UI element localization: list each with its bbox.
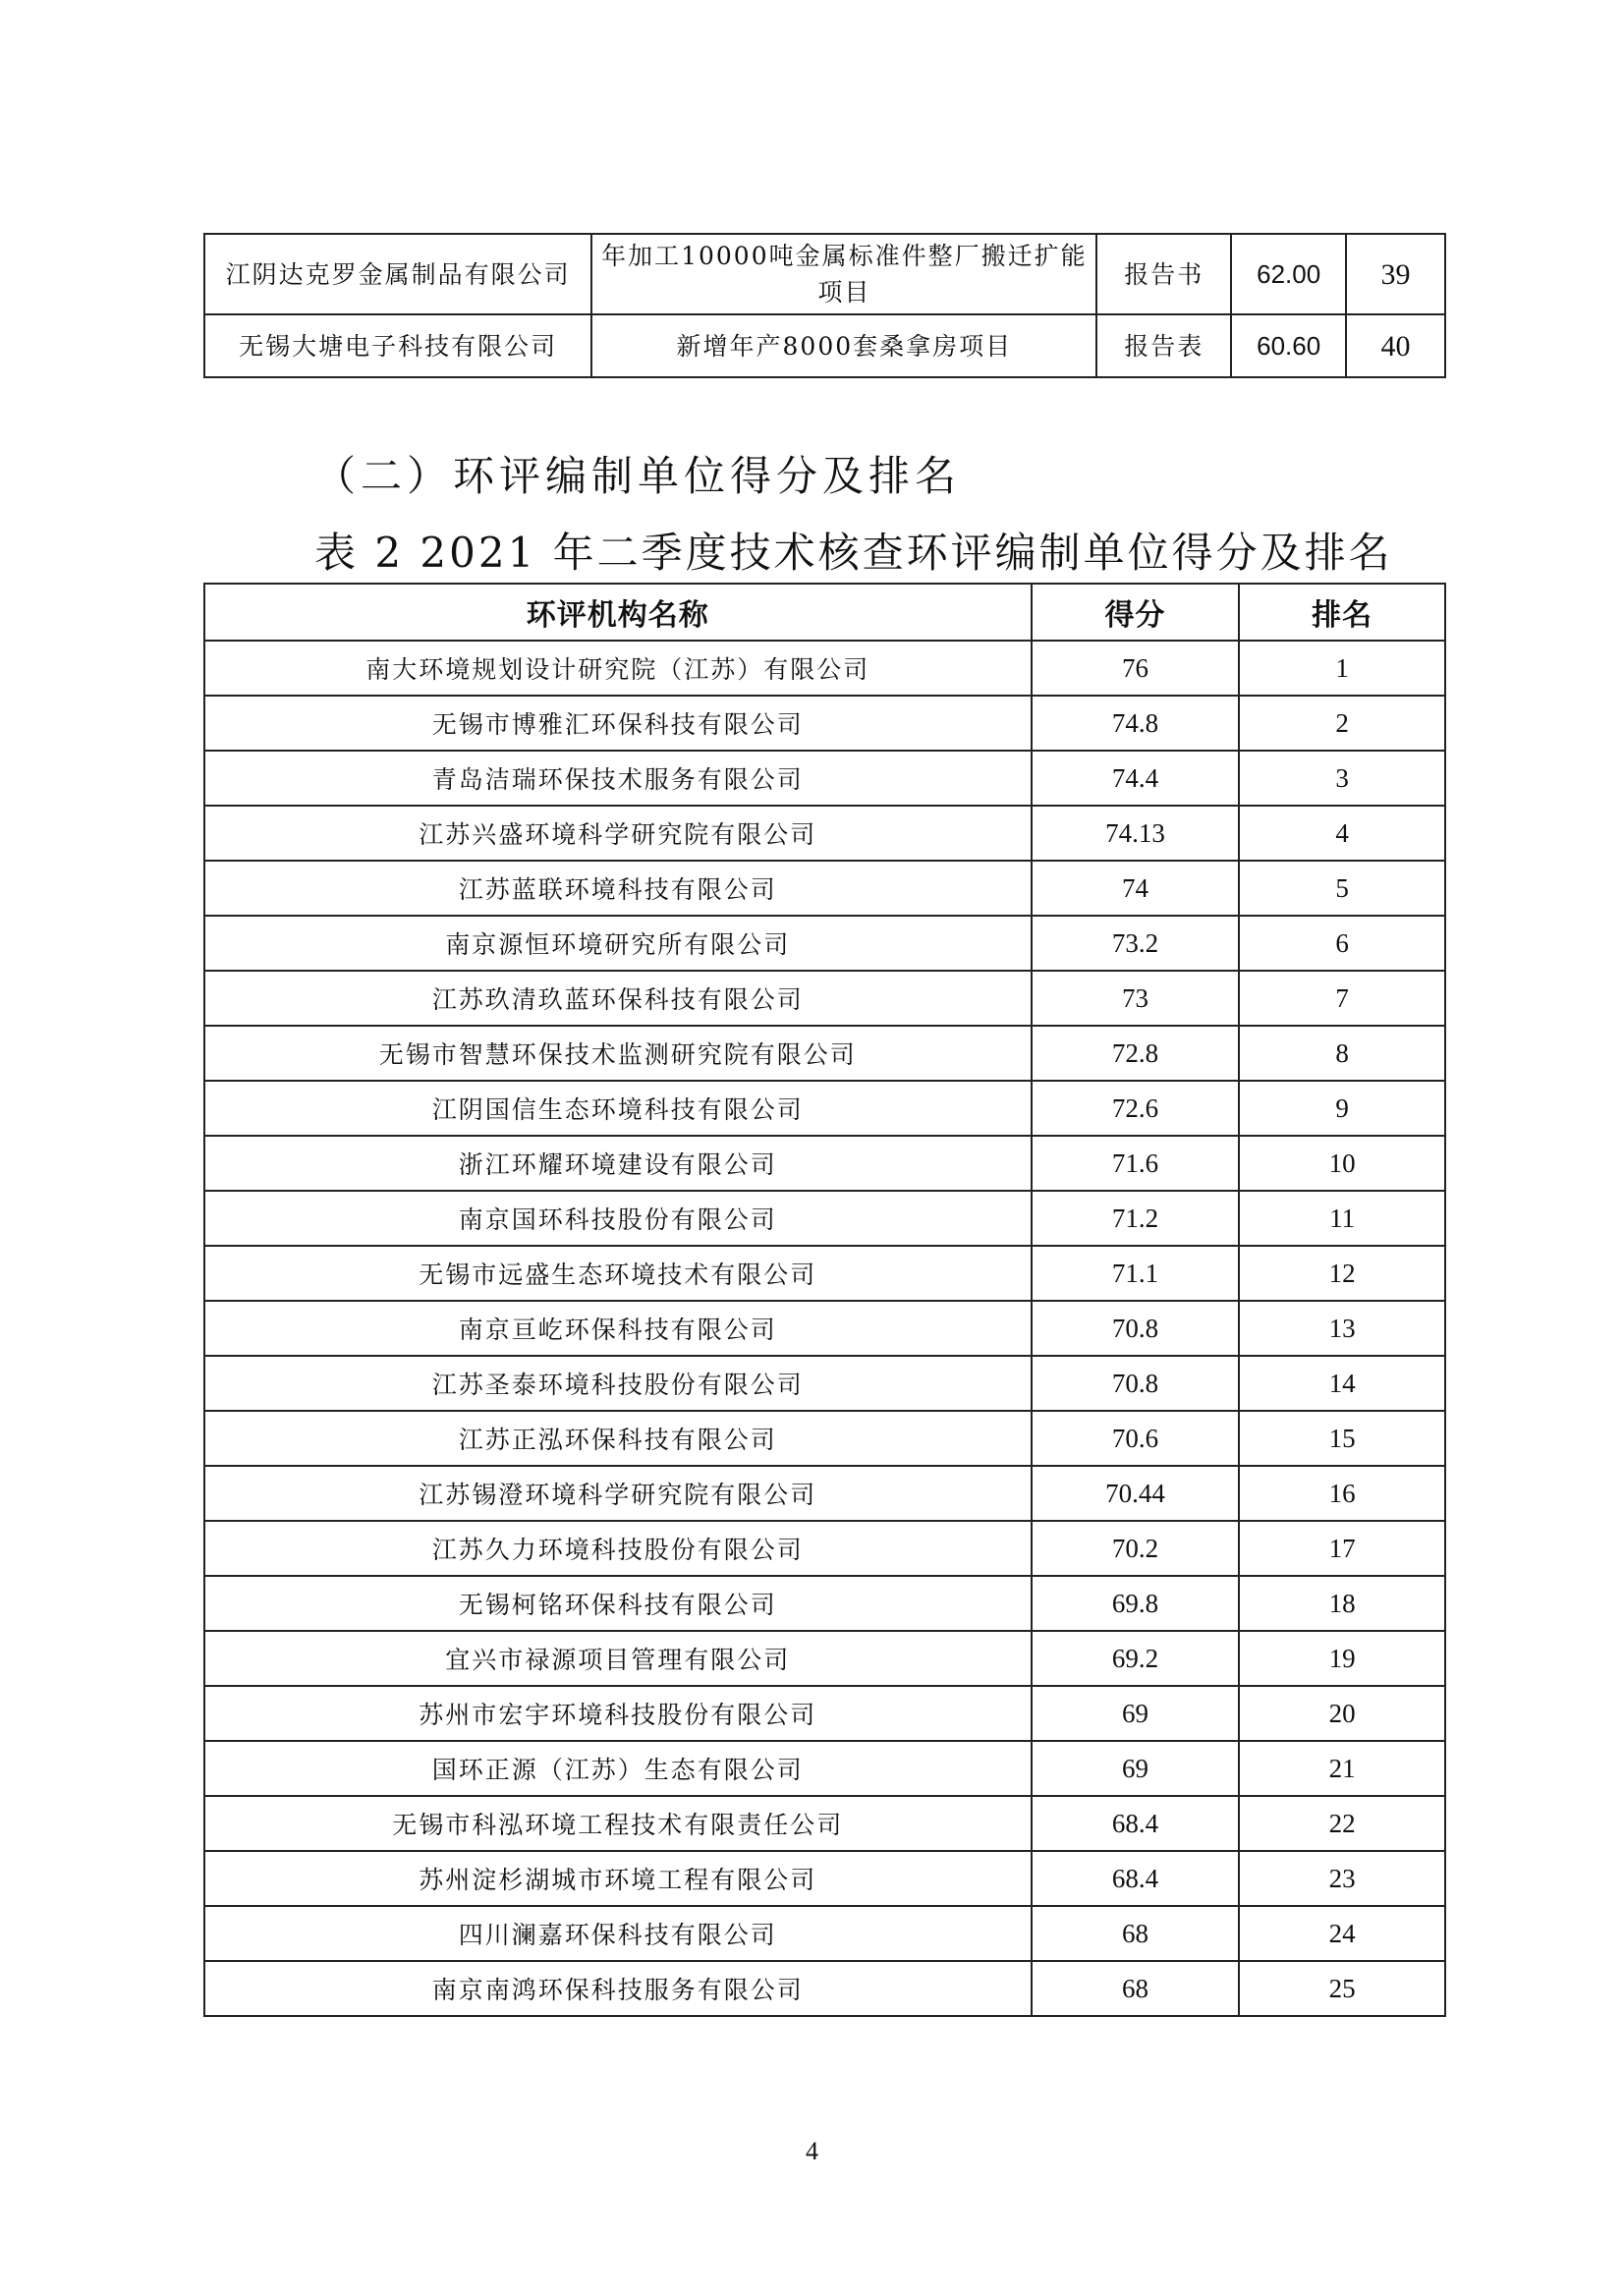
rank-cell: 13 — [1239, 1301, 1445, 1356]
agency-name-cell: 江苏玖清玖蓝环保科技有限公司 — [204, 971, 1032, 1026]
score-cell: 74.8 — [1032, 696, 1240, 751]
table-row — [204, 234, 1445, 314]
table-row — [204, 1026, 1445, 1081]
rank-cell: 11 — [1239, 1191, 1445, 1246]
company-cell: 无锡大塘电子科技有限公司 — [204, 314, 591, 377]
header-agency-name: 环评机构名称 — [204, 584, 1032, 641]
score-cell: 76 — [1032, 641, 1240, 696]
agency-name-cell: 无锡市博雅汇环保科技有限公司 — [204, 696, 1032, 751]
report-type-cell: 报告表 — [1096, 314, 1231, 377]
score-cell: 68.4 — [1032, 1851, 1240, 1906]
agency-name-cell: 无锡柯铭环保科技有限公司 — [204, 1576, 1032, 1631]
rank-cell: 16 — [1239, 1466, 1445, 1521]
agency-name-cell: 苏州淀杉湖城市环境工程有限公司 — [204, 1851, 1032, 1906]
score-cell: 74.13 — [1032, 806, 1240, 861]
rank-cell: 22 — [1239, 1796, 1445, 1851]
table-row — [204, 1246, 1445, 1301]
agency-name-cell: 江苏锡澄环境科学研究院有限公司 — [204, 1466, 1032, 1521]
table-row — [204, 1356, 1445, 1411]
agency-ranking-table — [203, 583, 1446, 2017]
rank-cell: 23 — [1239, 1851, 1445, 1906]
rank-cell: 21 — [1239, 1741, 1445, 1796]
score-cell: 69.8 — [1032, 1576, 1240, 1631]
agency-name-cell: 江苏蓝联环境科技有限公司 — [204, 861, 1032, 916]
rank-cell: 40 — [1346, 314, 1445, 377]
rank-cell: 25 — [1239, 1961, 1445, 2016]
score-cell: 68.4 — [1032, 1796, 1240, 1851]
score-cell: 69 — [1032, 1741, 1240, 1796]
project-cell: 新增年产8000套桑拿房项目 — [591, 314, 1096, 377]
rank-cell: 39 — [1346, 234, 1445, 314]
report-type-cell: 报告书 — [1096, 234, 1231, 314]
agency-name-cell: 宜兴市禄源项目管理有限公司 — [204, 1631, 1032, 1686]
table-row — [204, 1301, 1445, 1356]
agency-name-cell: 江阴国信生态环境科技有限公司 — [204, 1081, 1032, 1136]
agency-name-cell: 江苏圣泰环境科技股份有限公司 — [204, 1356, 1032, 1411]
table-row — [204, 861, 1445, 916]
score-cell: 70.8 — [1032, 1356, 1240, 1411]
table-row — [204, 641, 1445, 696]
agency-name-cell: 南京源恒环境研究所有限公司 — [204, 916, 1032, 971]
table-row — [204, 1576, 1445, 1631]
score-cell: 70.2 — [1032, 1521, 1240, 1576]
score-cell: 73 — [1032, 971, 1240, 1026]
rank-cell: 12 — [1239, 1246, 1445, 1301]
table-row — [204, 1686, 1445, 1741]
agency-name-cell: 南京南鸿环保科技服务有限公司 — [204, 1961, 1032, 2016]
rank-cell: 8 — [1239, 1026, 1445, 1081]
table-row — [204, 1631, 1445, 1686]
score-cell: 74.4 — [1032, 751, 1240, 806]
score-cell: 74 — [1032, 861, 1240, 916]
agency-name-cell: 南京亘屹环保科技有限公司 — [204, 1301, 1032, 1356]
score-cell: 69.2 — [1032, 1631, 1240, 1686]
table-row — [204, 1521, 1445, 1576]
agency-name-cell: 四川澜嘉环保科技有限公司 — [204, 1906, 1032, 1961]
rank-cell: 1 — [1239, 641, 1445, 696]
score-cell: 71.6 — [1032, 1136, 1240, 1191]
table-row — [204, 1741, 1445, 1796]
section-heading: （二）环评编制单位得分及排名 — [314, 452, 962, 500]
score-cell: 62.00 — [1231, 234, 1346, 314]
agency-name-cell: 无锡市智慧环保技术监测研究院有限公司 — [204, 1026, 1032, 1081]
rank-cell: 19 — [1239, 1631, 1445, 1686]
score-cell: 70.6 — [1032, 1411, 1240, 1466]
agency-name-cell: 浙江环耀环境建设有限公司 — [204, 1136, 1032, 1191]
agency-name-cell: 南大环境规划设计研究院（江苏）有限公司 — [204, 641, 1032, 696]
rank-cell: 9 — [1239, 1081, 1445, 1136]
score-cell: 71.2 — [1032, 1191, 1240, 1246]
header-score: 得分 — [1032, 584, 1240, 641]
agency-name-cell: 南京国环科技股份有限公司 — [204, 1191, 1032, 1246]
rank-cell: 3 — [1239, 751, 1445, 806]
table-row — [204, 1136, 1445, 1191]
rank-cell: 20 — [1239, 1686, 1445, 1741]
table-row — [204, 1906, 1445, 1961]
rank-cell: 7 — [1239, 971, 1445, 1026]
table-row — [204, 916, 1445, 971]
table-row — [204, 1191, 1445, 1246]
table-header-row — [204, 584, 1445, 641]
rank-cell: 10 — [1239, 1136, 1445, 1191]
agency-name-cell: 江苏兴盛环境科学研究院有限公司 — [204, 806, 1032, 861]
project-cell: 年加工10000吨金属标准件整厂搬迁扩能项目 — [591, 234, 1096, 314]
agency-name-cell: 青岛洁瑞环保技术服务有限公司 — [204, 751, 1032, 806]
table-row — [204, 1961, 1445, 2016]
table-row — [204, 1466, 1445, 1521]
score-cell: 68 — [1032, 1961, 1240, 2016]
table-row — [204, 1411, 1445, 1466]
score-cell: 70.44 — [1032, 1466, 1240, 1521]
agency-name-cell: 江苏正泓环保科技有限公司 — [204, 1411, 1032, 1466]
project-ranking-table-continued — [203, 233, 1446, 378]
rank-cell: 4 — [1239, 806, 1445, 861]
score-cell: 73.2 — [1032, 916, 1240, 971]
agency-name-cell: 江苏久力环境科技股份有限公司 — [204, 1521, 1032, 1576]
score-cell: 70.8 — [1032, 1301, 1240, 1356]
table-row — [204, 806, 1445, 861]
table-row — [204, 1851, 1445, 1906]
rank-cell: 17 — [1239, 1521, 1445, 1576]
agency-name-cell: 无锡市科泓环境工程技术有限责任公司 — [204, 1796, 1032, 1851]
rank-cell: 2 — [1239, 696, 1445, 751]
rank-cell: 5 — [1239, 861, 1445, 916]
rank-cell: 18 — [1239, 1576, 1445, 1631]
score-cell: 68 — [1032, 1906, 1240, 1961]
rank-cell: 14 — [1239, 1356, 1445, 1411]
rank-cell: 24 — [1239, 1906, 1445, 1961]
table-row — [204, 696, 1445, 751]
score-cell: 72.8 — [1032, 1026, 1240, 1081]
score-cell: 71.1 — [1032, 1246, 1240, 1301]
table-row — [204, 971, 1445, 1026]
rank-cell: 6 — [1239, 916, 1445, 971]
company-cell: 江阴达克罗金属制品有限公司 — [204, 234, 591, 314]
header-rank: 排名 — [1239, 584, 1445, 641]
table-row — [204, 1081, 1445, 1136]
score-cell: 60.60 — [1231, 314, 1346, 377]
score-cell: 69 — [1032, 1686, 1240, 1741]
score-cell: 72.6 — [1032, 1081, 1240, 1136]
agency-name-cell: 无锡市远盛生态环境技术有限公司 — [204, 1246, 1032, 1301]
table-caption: 表 2 2021 年二季度技术核查环评编制单位得分及排名 — [314, 529, 1393, 577]
agency-name-cell: 国环正源（江苏）生态有限公司 — [204, 1741, 1032, 1796]
agency-name-cell: 苏州市宏宇环境科技股份有限公司 — [204, 1686, 1032, 1741]
table-row — [204, 1796, 1445, 1851]
rank-cell: 15 — [1239, 1411, 1445, 1466]
table-row — [204, 314, 1445, 377]
table-row — [204, 751, 1445, 806]
page-number: 4 — [806, 2137, 818, 2165]
